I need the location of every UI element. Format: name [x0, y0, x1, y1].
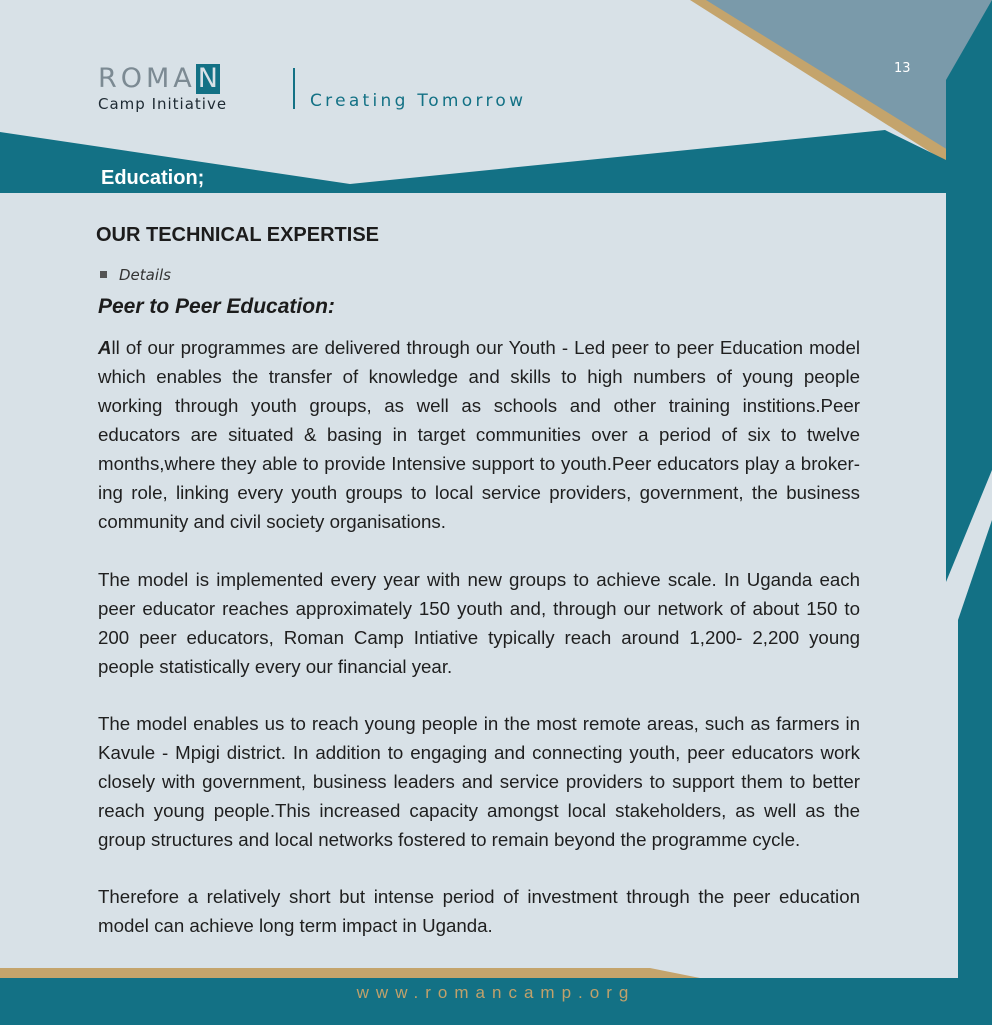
bullet-label: Details	[119, 266, 172, 284]
page-number: 13	[894, 61, 911, 76]
paragraph-2: The model is implemented every year with new groups to achieve scale. In Uganda each peer educator reaches approximately 150 youth and, through our network of about 150 to 200 peer educators, Roman Camp Intiative typically reach around 1,200- 2,200 young people statistically every our financial year.	[98, 569, 860, 677]
logo-text: ROMA	[98, 63, 196, 94]
paragraph-1-text: ll of our programmes are delivered through our Youth - Led peer to peer Education model which enables the transfer of knowledge and skills to high numbers of young people working through youth groups, as well as schools and other training institions.Peer educators are situated & basing in target communities over a period of six to twelve months,where they able to provide Intensive support to youth.Peer educators play a broker-ing role, linking every youth groups to local service providers, government, the business community and civil society organisations.	[98, 337, 860, 532]
footer-gold-stripe	[0, 968, 700, 978]
logo-subtitle: Camp Initiative	[98, 95, 228, 113]
footer-url: www.romancamp.org	[356, 983, 636, 1002]
paragraph-1	[98, 333, 860, 536]
details-bullet	[100, 266, 171, 284]
right-teal-column-lower	[958, 520, 992, 1025]
square-bullet-icon	[100, 271, 107, 278]
section-title: Education;	[101, 167, 205, 189]
paragraph-3: The model enables us to reach young people in the most remote areas, such as farmers in Kavule - Mpigi district. In addition to engaging and connecting youth, peer educators work closely with government, business leaders and service providers to support them to better reach young people.This increased capacity amongst local stakeholders, as well as the group structures and local networks fostered to remain beyond the programme cycle.	[98, 713, 860, 850]
paragraph-4: Therefore a relatively short but intense period of investment through the peer education model can achieve long term impact in Uganda.	[98, 886, 860, 936]
header-divider	[293, 68, 295, 109]
logo-highlight-letter: N	[197, 63, 218, 94]
drop-cap: A	[98, 337, 112, 358]
tagline: Creating Tomorrow	[310, 91, 527, 111]
subheading: Peer to Peer Education:	[98, 295, 335, 318]
right-teal-column	[946, 0, 992, 582]
logo	[98, 64, 220, 94]
page-heading: OUR TECHNICAL EXPERTISE	[96, 224, 379, 246]
